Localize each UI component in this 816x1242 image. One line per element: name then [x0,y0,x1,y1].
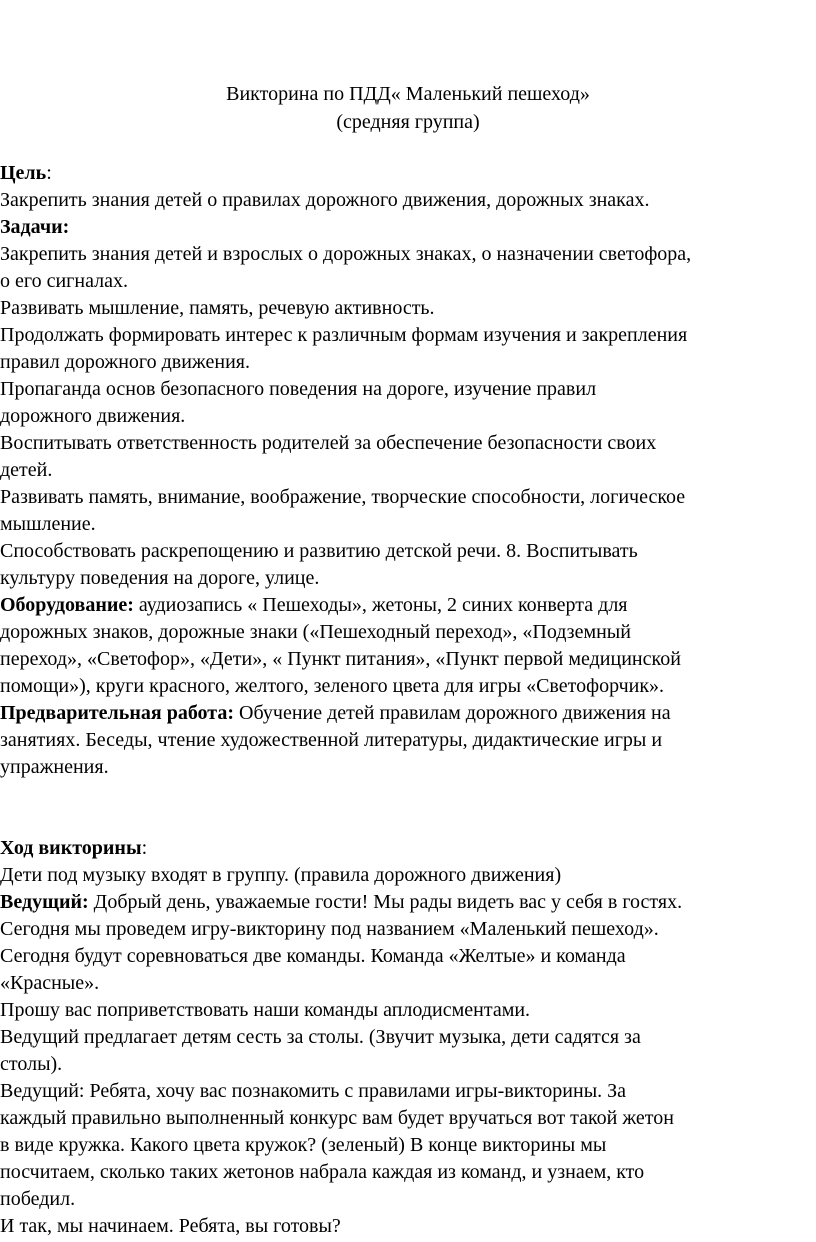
course-line: столы). [0,1053,63,1075]
equipment-first-line [0,592,812,619]
goal-colon: : [46,162,52,184]
course-label: Ход викторины [0,837,142,859]
host-label: Ведущий: [0,891,89,913]
tasks-label: Задачи: [0,216,70,238]
course-heading [0,835,812,862]
equipment-text: аудиозапись « Пешеходы», жетоны, 2 синих конверта для [133,594,628,616]
tasks-line: детей. [0,459,53,481]
course-line: Ведущий: Ребята, хочу вас познакомить с правилами игры-викторины. За [0,1080,627,1102]
prep-text: Обучение детей правилам дорожного движения на [234,702,671,724]
course-line: Прошу вас поприветствовать наши команды аплодисментами. [0,999,531,1021]
equipment-line: переход», «Светофор», «Дети», « Пункт питания», «Пункт первой медицинской [0,648,681,670]
equipment-line: помощи»), круги красного, желтого, зеленого цвета для игры «Светофорчик». [0,675,665,697]
tasks-line: Продолжать формировать интерес к различным формам изучения и закрепления [0,324,688,346]
course-line: Сегодня мы проведем игру-викторину под названием «Маленький пешеход». [0,918,659,940]
prep-line: занятиях. Беседы, чтение художественной литературы, дидактические игры и [0,729,663,751]
tasks-line: о его сигналах. [0,270,128,292]
host-first-line [0,889,812,916]
course-line: И так, мы начинаем. Ребята, вы готовы? [0,1215,341,1237]
course-colon: : [141,837,148,859]
tasks-line: дорожного движения. [0,405,186,427]
tasks-line: мышление. [0,513,96,535]
tasks-line: Развивать мышление, память, речевую активность. [0,297,435,319]
document-subtitle: (средняя группа) [336,111,480,133]
goal-text: Закрепить знания детей о правилах дорожного движения, дорожных знаках. [0,189,650,211]
course-line: посчитаем, сколько таких жетонов набрала каждая из команд, и узнаем, кто [0,1161,645,1183]
document-body [0,160,812,1240]
course-line: победил. [0,1188,76,1210]
course-line: Сегодня будут соревноваться две команды. Команда «Желтые» и команда [0,945,626,967]
equipment-label: Оборудование: [0,594,134,616]
title-block [0,80,816,136]
tasks-line: Закрепить знания детей и взрослых о дорожных знаках, о назначении светофора, [0,243,692,265]
spacer [0,781,812,808]
goal-heading [0,160,812,187]
goal-label: Цель [0,162,47,184]
document-title: Викторина по ПДД« Маленький пешеход» [226,83,590,105]
host-text: Добрый день, уважаемые гости! Мы рады видеть вас у себя в гостях. [88,891,683,913]
prep-line: упражнения. [0,756,109,778]
course-line: в виде кружка. Какого цвета кружок? (зеленый) В конце викторины мы [0,1134,607,1156]
equipment-line: дорожных знаков, дорожные знаки («Пешеходный переход», «Подземный [0,621,631,643]
tasks-line: Развивать память, внимание, воображение, творческие способности, логическое [0,486,686,508]
tasks-line: Воспитывать ответственность родителей за обеспечение безопасности своих [0,432,657,454]
tasks-line: правил дорожного движения. [0,351,250,373]
tasks-heading [0,214,812,241]
spacer [0,808,812,835]
prep-label: Предварительная работа: [0,702,235,724]
course-line: Дети под музыку входят в группу. (правила дорожного движения) [0,864,562,886]
prep-first-line [0,700,812,727]
course-line: каждый правильно выполненный конкурс вам будет вручаться вот такой жетон [0,1107,674,1129]
course-line: «Красные». [0,972,100,994]
course-line: Ведущий предлагает детям сесть за столы. (Звучит музыка, дети садятся за [0,1026,641,1048]
tasks-line: Способствовать раскрепощению и развитию детской речи. 8. Воспитывать [0,540,638,562]
tasks-line: Пропаганда основ безопасного поведения на дороге, изучение правил [0,378,597,400]
tasks-line: культуру поведения на дороге, улице. [0,567,320,589]
